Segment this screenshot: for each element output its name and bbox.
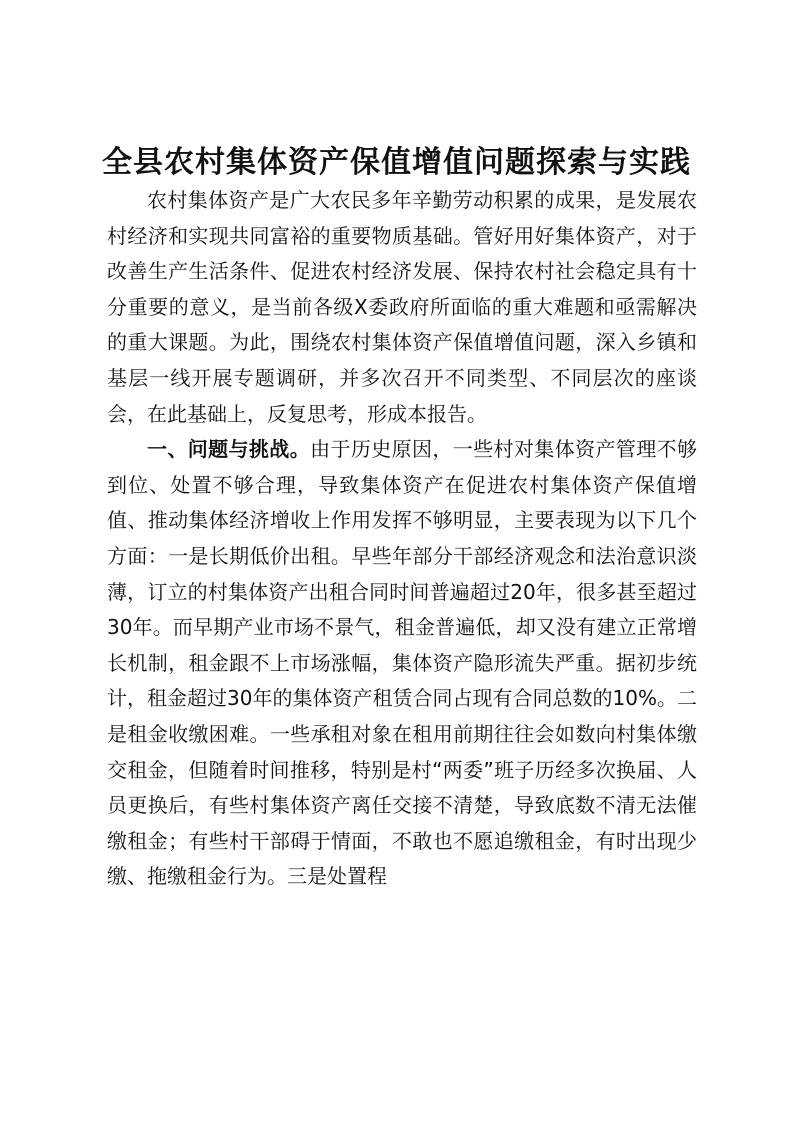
document-body xyxy=(107,183,697,895)
paragraph-text: 由于历史原因，一些村对集体资产管理不够到位、处置不够合理，导致集体资产在促进农村集体资产保值增值、推动集体经济增收上作用发挥不够明显，主要表现为以下几个方面：一是长期低价出租。早些年部分干部经济观念和法治意识淡薄，订立的村集体资产出租合同时间普遍超过20年，很多甚至超过30年。而早期产业市场不景气，租金普遍低，却又没有建立正常增长机制，租金跟不上市场涨幅，集体资产隐形流失严重。据初步统计，租金超过30年的集体资产租赁合同占现有合同总数的10%。二是租金收缴困难。一些承租对象在租用前期往往会如数向村集体缴交租金，但随着时间推移，特别是村“两委”班子历经多次换届、人员更换后，有些村集体资产离任交接不清楚，导致底数不清无法催缴租金；有些村干部碍于情面，不敢也不愿追缴租金，有时出现少缴、拖缴租金行为。三是处置程 xyxy=(107,437,698,889)
section-heading: 一、问题与挑战。 xyxy=(147,437,311,462)
paragraph-intro xyxy=(107,183,697,432)
document-title: 全县农村集体资产保值增值问题探索与实践 xyxy=(102,145,691,180)
paragraph-problems xyxy=(107,432,697,895)
paragraph-text: 农村集体资产是广大农民多年辛勤劳动积累的成果，是发展农村经济和实现共同富裕的重要物质基础。管好用好集体资产，对于改善生产生活条件、促进农村经济发展、保持农村社会稳定具有十分重要的意义，是当前各级X委政府所面临的重大难题和亟需解决的重大课题。为此，围绕农村集体资产保值增值问题，深入乡镇和基层一线开展专题调研，并多次召开不同类型、不同层次的座谈会，在此基础上，反复思考，形成本报告。 xyxy=(107,188,697,426)
